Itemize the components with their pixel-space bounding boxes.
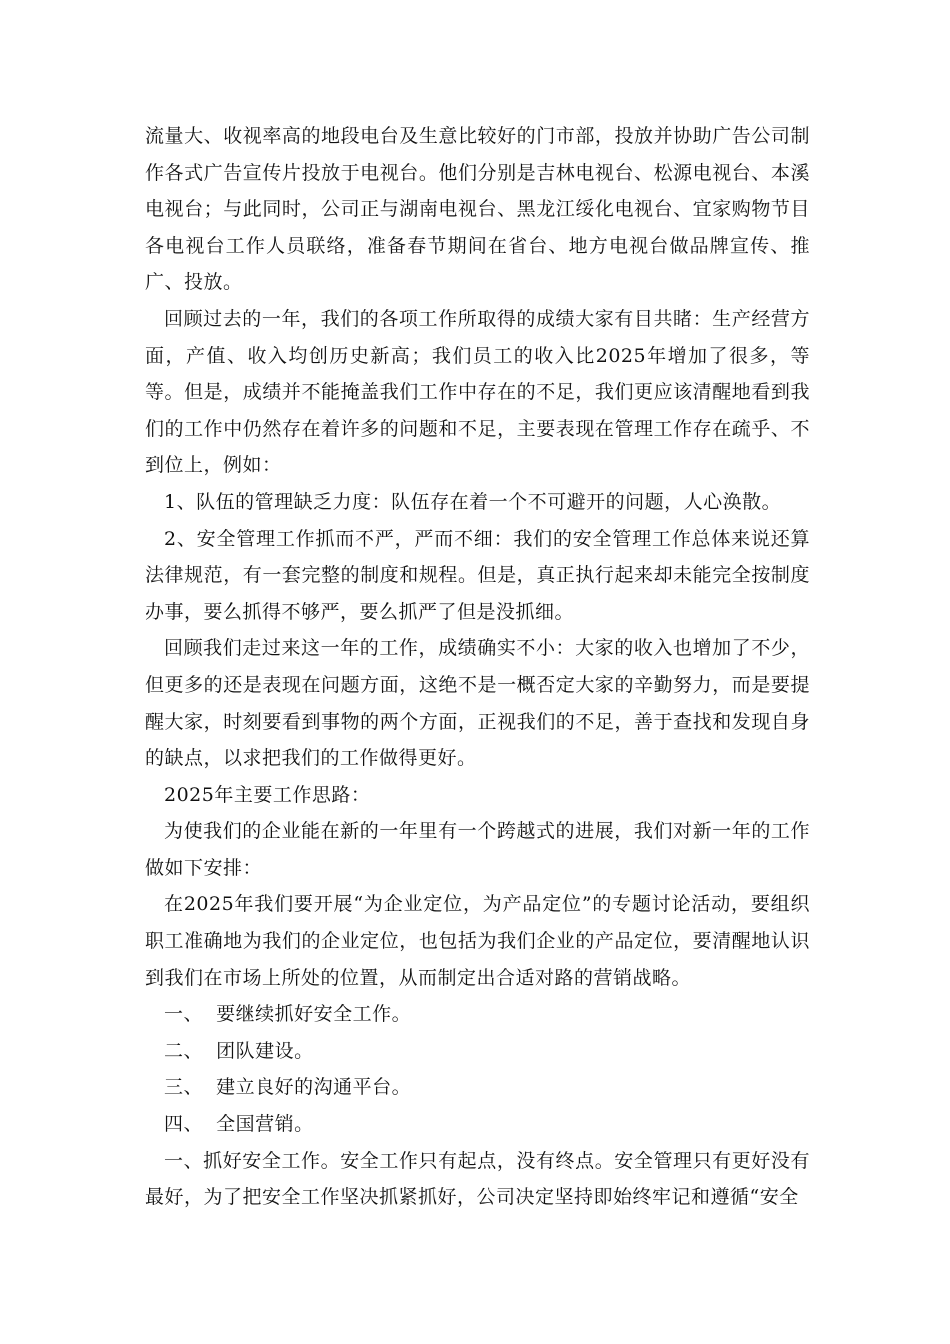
document-body [145, 118, 810, 1216]
paragraph-year-review: 回顾过去的一年，我们的各项工作所取得的成绩大家有目共睹：生产经营方面，产值、收入均创历史新高；我们员工的收入比2025年增加了很多，等等。但是，成绩并不能掩盖我们工作中存在的不足，我们更应该清醒地看到我们的工作中仍然存在着许多的问题和不足，主要表现在管理工作存在疏乎、不到位上，例如： [145, 307, 810, 477]
section-heading-work-plan: 2025年主要工作思路： [164, 783, 371, 806]
paragraph-reflection: 回顾我们走过来这一年的工作，成绩确实不小：大家的收入也增加了不少，但更多的还是表现在问题方面，这绝不是一概否定大家的辛勤努力，而是要提醒大家，时刻要看到事物的两个方面，正视我们的不足，善于查找和发现自身的缺点，以求把我们的工作做得更好。 [145, 637, 810, 770]
paragraph-issue-2: 2、安全管理工作抓而不严，严而不细：我们的安全管理工作总体来说还算法律规范，有一套完整的制度和规程。但是，真正执行起来却未能完全按制度办事，要么抓得不够严，要么抓严了但是没抓细。 [145, 527, 810, 623]
list-item: 二、 团队建设。 [164, 1039, 314, 1062]
list-item: 一、 要继续抓好安全工作。 [164, 1003, 412, 1026]
list-item: 四、 全国营销。 [164, 1113, 314, 1136]
list-item: 三、 建立良好的沟通平台。 [164, 1076, 412, 1099]
paragraph-positioning: 在2025年我们要开展“为企业定位，为产品定位”的专题讨论活动，要组织职工准确地为我们的企业定位，也包括为我们企业的产品定位，要清醒地认识到我们在市场上所处的位置，从而制定出合适对路的营销战略。 [145, 893, 810, 989]
paragraph-safety: 一、抓好安全工作。安全工作只有起点，没有终点。安全管理只有更好没有最好，为了把安全工作坚决抓紧抓好，公司决定坚持即始终牢记和遵循“安全 [145, 1149, 810, 1209]
paragraph-media-placement: 流量大、收视率高的地段电台及生意比较好的门市部，投放并协助广告公司制作各式广告宣传片投放于电视台。他们分别是吉林电视台、松源电视台、本溪电视台；与此同时，公司正与湖南电视台、黑龙江绥化电视台、宜家购物节目各电视台工作人员联络，准备春节期间在省台、地方电视台做品牌宣传、推广、投放。 [145, 125, 810, 294]
paragraph-issue-1: 1、队伍的管理缺乏力度：队伍存在着一个不可避开的问题，人心涣散。 [164, 490, 782, 513]
paragraph-plan-intro: 为使我们的企业能在新的一年里有一个跨越式的进展，我们对新一年的工作做如下安排： [145, 820, 810, 879]
